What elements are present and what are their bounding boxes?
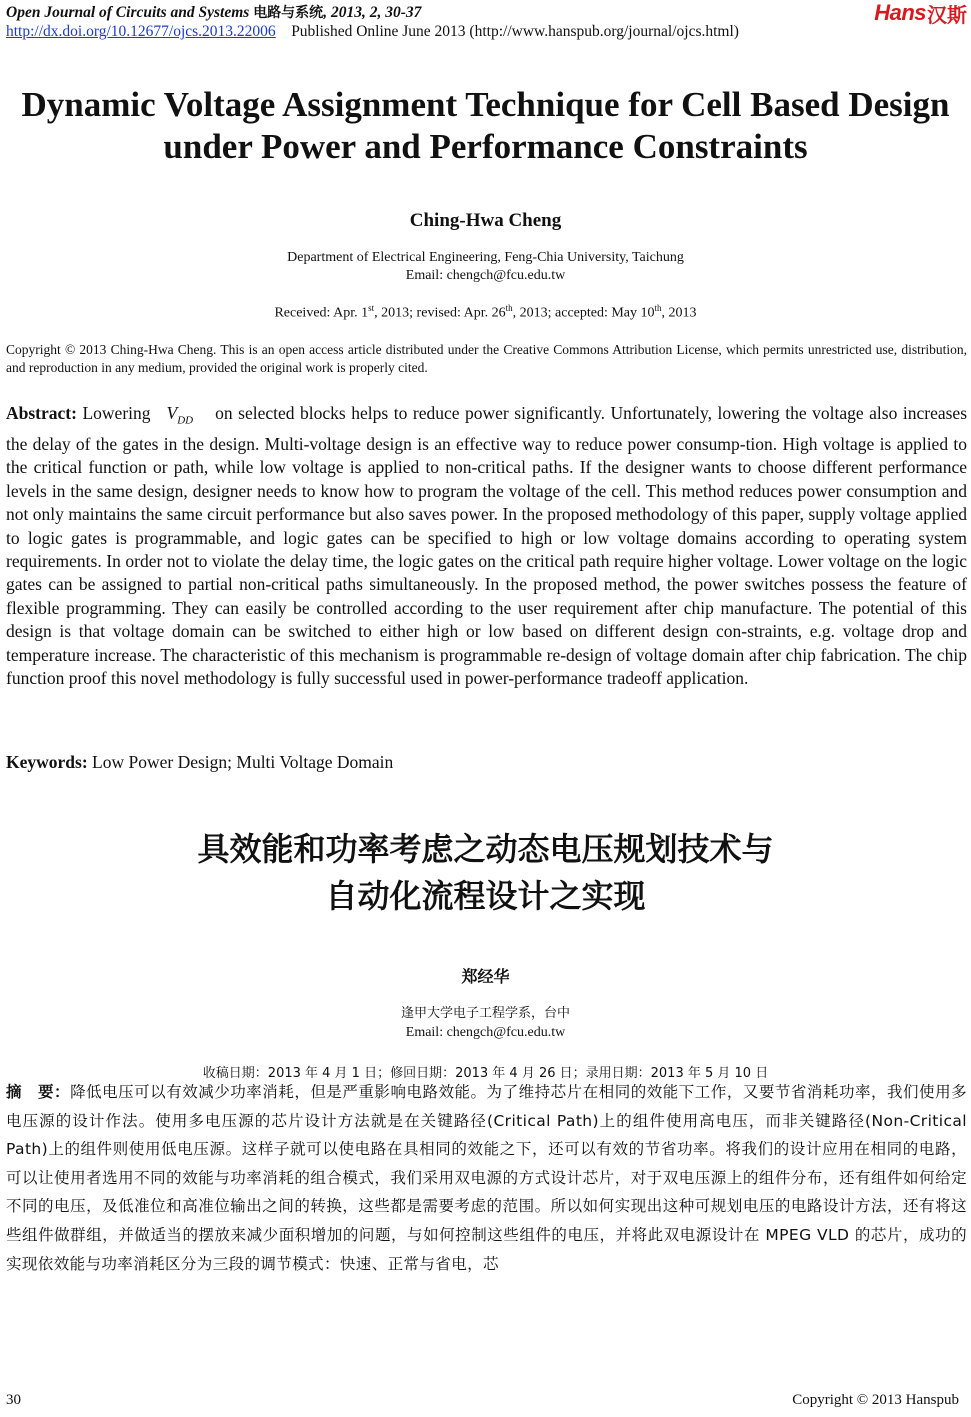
chinese-dates: 收稿日期：2013 年 4 月 1 日；修回日期：2013 年 4 月 26 日；录用日期：2013 年 5 月 10 日 xyxy=(202,1066,769,1081)
published-online: Published Online June 2013 (http://www.hanspub.org/journal/ojcs.html) xyxy=(291,23,739,40)
journal-name-zh: 电路与系统 xyxy=(253,5,324,21)
header-line-2 xyxy=(6,23,739,41)
logo-latin: Hans xyxy=(874,0,926,25)
page-number: 30 xyxy=(6,1392,21,1408)
keywords-label: Keywords: xyxy=(6,752,88,772)
title-line-2: under Power and Performance Constraints xyxy=(163,127,808,166)
journal-issue: , 2013, 2, 30-37 xyxy=(323,4,422,21)
received-dates xyxy=(0,303,971,322)
author-email: Email: chengch@fcu.edu.tw xyxy=(405,268,566,283)
chinese-title-line-2: 自动化流程设计之实现 xyxy=(325,877,646,915)
affiliation xyxy=(0,249,971,285)
chinese-email: Email: chengch@fcu.edu.tw xyxy=(405,1025,566,1040)
footer-copyright: Copyright © 2013 Hanspub xyxy=(792,1392,959,1408)
abstract-label: Abstract: xyxy=(6,403,77,423)
chinese-author: 郑经华 xyxy=(461,967,510,986)
journal-header xyxy=(6,2,421,22)
vdd-main: V xyxy=(166,403,178,423)
copyright-notice: Copyright © 2013 Ching-Hwa Cheng. This is an open access article distributed under the Creative Commons Attribution License, which permits unrestricted use, distribution, and reproduction in any medium, provided the original work is properly cited. xyxy=(6,342,967,375)
abstract xyxy=(6,402,967,690)
hans-logo xyxy=(874,0,967,26)
paper-title xyxy=(0,84,971,168)
chinese-title-line-1: 具效能和功率考虑之动态电压规划技术与 xyxy=(197,830,774,868)
doi-link[interactable]: http://dx.doi.org/10.12677/ojcs.2013.22006 xyxy=(6,23,276,40)
vdd-symbol xyxy=(167,402,194,433)
chinese-affiliation-text: 逢甲大学电子工程学系，台中 xyxy=(400,1006,570,1021)
revised-date: , 2013; revised: Apr. 26 xyxy=(374,305,506,321)
title-line-1: Dynamic Voltage Assignment Technique for Cell Based Design xyxy=(21,85,950,124)
chinese-abstract xyxy=(6,1078,967,1278)
chinese-affiliation xyxy=(0,1004,971,1042)
affiliation-text: Department of Electrical Engineering, Feng-Chia University, Taichung xyxy=(287,250,684,265)
author-name: Ching-Hwa Cheng xyxy=(409,210,562,231)
accepted-sup: th xyxy=(654,303,662,313)
logo-zh: 汉斯 xyxy=(927,2,967,27)
abstract-lead: Lowering xyxy=(82,403,151,423)
keywords xyxy=(6,752,393,773)
accepted-date: , 2013; accepted: May 10 xyxy=(512,305,655,321)
dates-tail: , 2013 xyxy=(661,305,697,321)
journal-name: Open Journal of Circuits and Systems xyxy=(6,4,250,21)
keywords-text: Low Power Design; Multi Voltage Domain xyxy=(92,752,394,772)
chinese-abstract-label: 摘 要： xyxy=(6,1083,71,1101)
chinese-abstract-body: 降低电压可以有效减少功率消耗，但是严重影响电路效能。为了维持芯片在相同的效能下工作，又要节省消耗功率，我们使用多电压源的设计作法。使用多电压源的芯片设计方法就是在关键路径(Critical Path)上的组件使用高电压，而非关键路径(Non-Critical Path)上的组件则使用低电压源。这样子就可以使电路在具相同的效能之下，还可以有效的节省功率。将我们的设计应用在相同的电路，可以让使用者选用不同的效能与功率消耗的组合模式，我们采用双电源的方式设计芯片，对于双电压源上的组件分布，还有组件如何给定不同的电压，及低准位和高准位输出之间的转换，这些都是需要考虑的范围。所以如何实现出这种可规划电压的电路设计方法，还有将这些组件做群组，并做适当的摆放来减少面积增加的问题，与如何控制这些组件的电压，并将此双电源设计在 MPEG VLD 的芯片，成功的实现依效能与功率消耗区分为三段的调节模式：快速、正常与省电，芯 xyxy=(6,1083,967,1273)
received-date: Received: Apr. 1 xyxy=(274,305,369,321)
revised-sup: th xyxy=(505,303,513,313)
abstract-body: on selected blocks helps to reduce power significantly. Unfortunately, lowering the voltage also increases the delay of the gates in the design. Multi-voltage design is an effective way to reduce power consump-tion. High voltage is applied to the critical function or path, while low voltage is applied to non-critical paths. If the designer wants to choose different performance levels in the same design, designer needs to know how to program the voltage of the cell. This method reduces power consumption and not only maintains the same circuit performance but also saves power. In the proposed methodology of this paper, supply voltage applied to logic gates is programmable, and logic gates can be specified to high or low voltage domains according to operating system requirements. In order not to violate the delay time, the logic gates on the critical path require higher voltage. Lower voltage on the logic gates can be assigned to partial non-critical paths simultaneously. In the proposed method, the power switches possess the feature of flexible programming. They can easily be controlled according to the user requirement after chip manufacture. The potential of this design is that voltage domain can be switched to either high or low based on different design con-straints, e.g. voltage drop and temperature increase. The characteristic of this mechanism is programmable re-design of voltage domain after chip fabrication. The chip function proof this novel methodology is fully successful used in power-performance tradeoff application. xyxy=(6,403,967,688)
received-sup: st xyxy=(368,303,375,313)
vdd-sub: DD xyxy=(177,414,194,427)
chinese-title xyxy=(0,826,971,920)
